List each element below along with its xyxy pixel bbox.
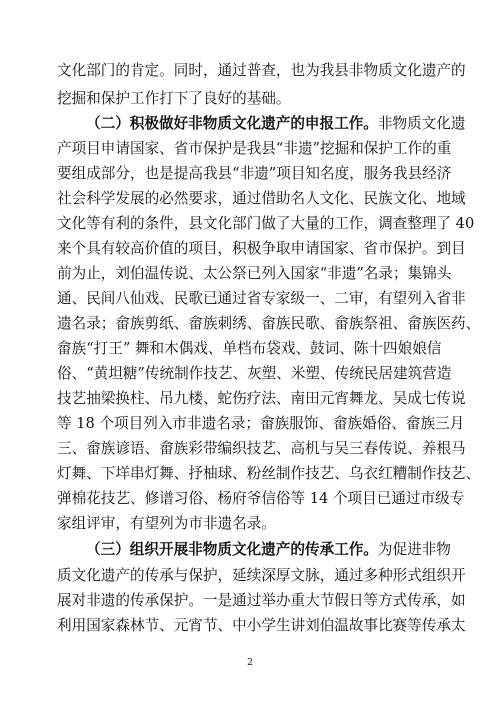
- section-heading: （三）组织开展非物质文化遗产的传承工作。: [86, 541, 378, 558]
- section-heading: （二）积极做好非物质文化遗产的申报工作。: [86, 115, 378, 132]
- body-text-line: 俗、“黄坦糖”传统制作技艺、灰塑、米塑、传统民居建筑营造: [57, 365, 452, 382]
- body-text-line: 文化等有利的条件，县文化部门做了大量的工作，调查整理了 40: [57, 215, 475, 232]
- paragraph-heading-line: [86, 114, 466, 134]
- body-text-line: 三、畲族谚语、畲族彩带编织技艺、高机与吴三春传说、养根马: [57, 440, 466, 457]
- body-text-line: 灯舞、下垟串灯舞、抒柚球、粉丝制作技艺、乌衣红糟制作技艺、: [57, 465, 481, 482]
- body-text-line: 畲族“打王” 舞和木偶戏、单档布袋戏、鼓词、陈十四娘娘信: [57, 340, 442, 357]
- body-text-line: 展对非遗的传承保护。一是通过举办重大节假日等方式传承，如: [57, 592, 466, 609]
- body-text-span: 非物质文化遗: [377, 115, 466, 132]
- body-text-line: 前为止，刘伯温传说、太公祭已列入国家“非遗”名录；集锦头: [57, 265, 452, 282]
- body-text-line: 技艺抽梁换柱、吊九楼、蛇伤疗法、南田元宵舞龙、吴成七传说: [57, 390, 466, 407]
- body-text-line: 遗名录；畲族剪纸、畲族刺绣、畲族民歌、畲族祭祖、畲族医药、: [57, 315, 481, 332]
- paragraph-heading-line: [86, 540, 451, 560]
- body-text-line: 社会科学发展的必然要求，通过借助名人文化、民族文化、地域: [57, 190, 466, 207]
- body-text-line: 挖掘和保护工作打下了良好的基础。: [57, 90, 291, 107]
- body-text-line: 利用国家森林节、元宵节、中小学生讲刘伯温故事比赛等传承太: [57, 617, 466, 634]
- body-text-line: 质文化遗产的传承与保护，延续深厚文脉，通过多种形式组织开: [57, 567, 466, 584]
- body-text-line: 家组评审，有望列为市非遗名录。: [57, 515, 276, 532]
- body-text-line: 来个具有较高价值的项目，积极争取申请国家、省市保护。到目: [57, 240, 466, 257]
- body-text-line: 弹棉花技艺、修谱习俗、杨府爷信俗等 14 个项目已通过市级专: [57, 490, 465, 507]
- page-number: 2: [247, 658, 253, 668]
- body-text-line: 通、民间八仙戏、民歌已通过省专家级一、二审，有望列入省非: [57, 290, 466, 307]
- body-text-line: 等 18 个项目列入市非遗名录；畲族服饰、畲族婚俗、畲族三月: [57, 415, 465, 432]
- body-text-line: 文化部门的肯定。同时，通过普查，也为我县非物质文化遗产的: [57, 62, 466, 79]
- body-text-line: 要组成部分，也是提高我县“非遗”项目知名度，服务我县经济: [57, 165, 452, 182]
- body-text-line: 产项目申请国家、省市保护是我县“非遗”挖掘和保护工作的重: [57, 140, 452, 157]
- body-text-span: 为促进非物: [377, 541, 451, 558]
